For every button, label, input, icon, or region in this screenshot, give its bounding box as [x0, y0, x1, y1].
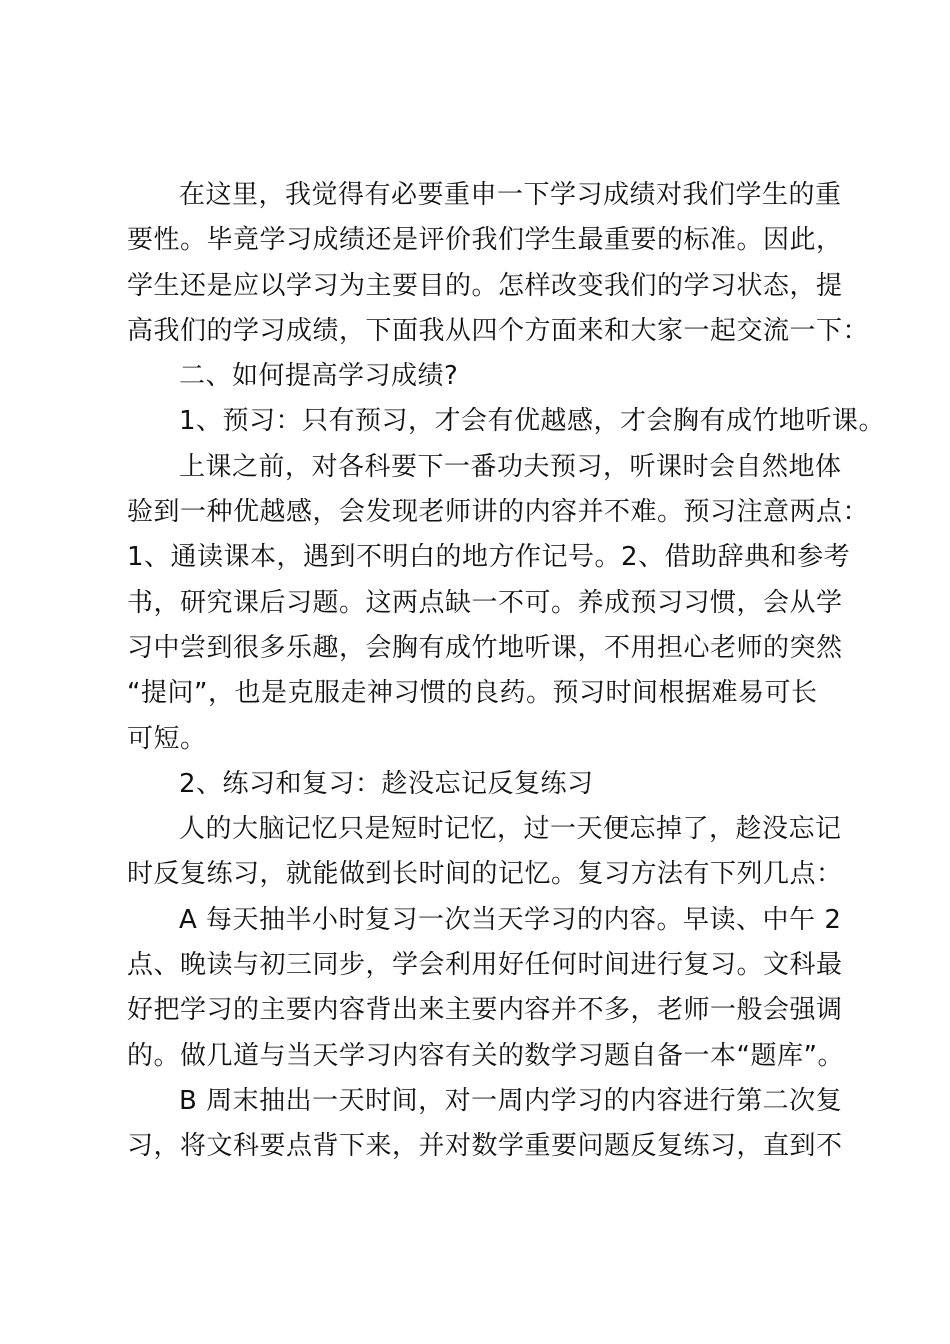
paragraph-line: 时反复练习，就能做到长时间的记忆。复习方法有下列几点： — [127, 859, 843, 890]
paragraph-line: 人的大脑记忆只是短时记忆，过一天便忘掉了，趁没忘记 — [179, 814, 842, 845]
paragraph-line: 点、晚读与初三同步，学会利用好任何时间进行复习。文科最 — [127, 950, 843, 981]
paragraph-line: 书，研究课后习题。这两点缺一不可。养成预习习惯，会从学 — [127, 587, 843, 618]
paragraph-line: 可短。 — [127, 723, 207, 754]
paragraph-line: “提问”，也是克服走神习惯的良药。预习时间根据难易可长 — [127, 678, 818, 709]
paragraph-line: 1、通读课本，遇到不明白的地方作记号。2、借助辞典和参考 — [127, 542, 851, 573]
paragraph-line: 上课之前，对各科要下一番功夫预习，听课时会自然地体 — [179, 451, 842, 482]
paragraph-line: 高我们的学习成绩，下面我从四个方面来和大家一起交流一下： — [127, 315, 870, 346]
document-body — [127, 173, 886, 1170]
paragraph-line: 好把学习的主要内容背出来主要内容并不多，老师一般会强调 — [127, 995, 843, 1026]
paragraph-line: 验到一种优越感，会发现老师讲的内容并不难。预习注意两点： — [127, 497, 870, 528]
paragraph-line: 习，将文科要点背下来，并对数学重要问题反复练习，直到不 — [127, 1131, 843, 1162]
subsection-heading: 2、练习和复习：趁没忘记反复练习 — [179, 768, 594, 799]
section-heading: 二、如何提高学习成绩? — [179, 361, 459, 392]
paragraph-line: 在这里，我觉得有必要重申一下学习成绩对我们学生的重 — [179, 180, 842, 210]
paragraph-line: 的。做几道与当天学习内容有关的数学习题自备一本“题库”。 — [127, 1040, 844, 1071]
paragraph-line: B 周末抽出一天时间，对一周内学习的内容进行第二次复 — [179, 1085, 843, 1116]
paragraph-line: 学生还是应以学习为主要目的。怎样改变我们的学习状态，提 — [127, 270, 843, 301]
paragraph-line: 习中尝到很多乐趣，会胸有成竹地听课，不用担心老师的突然 — [127, 632, 843, 663]
paragraph-line: A 每天抽半小时复习一次当天学习的内容。早读、中午 2 — [179, 904, 842, 935]
subsection-heading: 1、预习：只有预习，才会有优越感，才会胸有成竹地听课。 — [179, 406, 886, 437]
paragraph-line: 要性。毕竟学习成绩还是评价我们学生最重要的标准。因此， — [127, 225, 843, 256]
